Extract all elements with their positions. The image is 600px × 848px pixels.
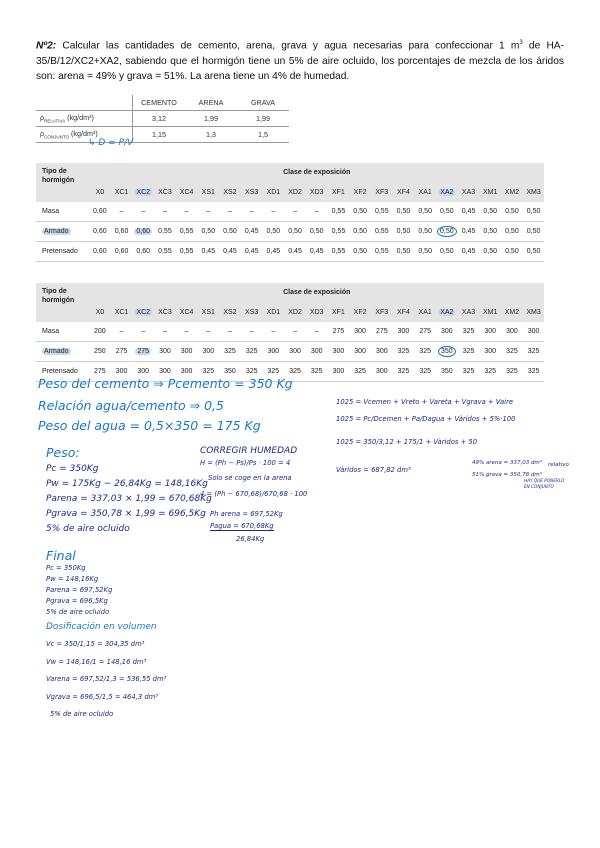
table-cell: 0,50 xyxy=(479,222,501,242)
corr-eq: 4 = (Ph − 670,68)/670,68 · 100 xyxy=(200,490,308,498)
table-cell: 0,45 xyxy=(219,242,241,262)
table-cell: 0,55 xyxy=(328,222,350,242)
table-cell: 325 xyxy=(197,362,219,382)
table-cell: 350 xyxy=(436,342,458,362)
table-cell: 325 xyxy=(219,342,241,362)
final-pc: Pc = 350Kg xyxy=(46,564,86,572)
table-cell: 300 xyxy=(176,362,198,382)
table-cell: – xyxy=(111,322,133,342)
table-cell: – xyxy=(111,202,133,222)
exposure-class-header: XM1 xyxy=(479,302,501,322)
table-cell: 0,50 xyxy=(479,202,501,222)
exposure-class-header: XC3 xyxy=(154,182,176,202)
table-cell: 0,50 xyxy=(523,242,545,262)
table-cell: 0,50 xyxy=(263,222,285,242)
table-cell: 0,55 xyxy=(176,222,198,242)
table-cell: 0,50 xyxy=(414,202,436,222)
exposure-class-header: X0 xyxy=(89,182,111,202)
table-cell: – xyxy=(132,202,154,222)
table-cell: 325 xyxy=(241,342,263,362)
final-title: Final xyxy=(46,548,76,563)
exposure-class-header: XF1 xyxy=(328,182,350,202)
table-cell: 325 xyxy=(284,362,306,382)
problem-text: Calcular las cantidades de cemento, arena, grava y agua necesarias para confeccionar 1 m xyxy=(62,40,520,52)
density-header: GRAVA xyxy=(237,95,289,111)
exposure-class-header: XC3 xyxy=(154,302,176,322)
table-cell: 325 xyxy=(306,362,328,382)
table-cell: 300 xyxy=(371,342,393,362)
cement-content-table xyxy=(36,283,544,382)
table-cell: 300 xyxy=(349,342,371,362)
exposure-class-header: XS2 xyxy=(219,302,241,322)
final-aire: 5% de aire ocluido xyxy=(46,608,110,616)
final-pw: Pw = 148,16Kg xyxy=(46,575,99,583)
table-cell: 0,50 xyxy=(393,222,415,242)
exposure-class-header: XM3 xyxy=(523,182,545,202)
table-cell: 0,50 xyxy=(349,202,371,222)
table-cell: 0,55 xyxy=(328,242,350,262)
row-label: Pretensado xyxy=(36,362,89,382)
table-cell: 275 xyxy=(111,342,133,362)
table-cell: 0,50 xyxy=(501,242,523,262)
exposure-class-header: X0 xyxy=(89,302,111,322)
exposure-class-header: XC4 xyxy=(176,182,198,202)
exposure-class-header: XF2 xyxy=(349,182,371,202)
tipo-header: Tipo de hormigón xyxy=(36,163,89,202)
table-cell: 0,45 xyxy=(458,222,480,242)
table-cell: 0,45 xyxy=(458,242,480,262)
table-cell: 0,60 xyxy=(132,222,154,242)
relacion-note: Relación agua/cemento ⇒ 0,5 xyxy=(38,398,224,413)
exposure-class-header: XS3 xyxy=(241,182,263,202)
table-cell: 325 xyxy=(414,362,436,382)
dos-vw: Vw = 148,16/1 = 148,16 dm³ xyxy=(46,658,147,666)
exposure-class-header: XA2 xyxy=(436,302,458,322)
dos-vc: Vc = 350/1,15 = 304,35 dm³ xyxy=(46,640,145,648)
table-cell: 200 xyxy=(89,322,111,342)
table-cell: 325 xyxy=(458,362,480,382)
table-cell: 325 xyxy=(458,342,480,362)
exposure-class-header: XM2 xyxy=(501,302,523,322)
table-cell: 250 xyxy=(89,342,111,362)
exposure-class-header: XF3 xyxy=(371,182,393,202)
density-header: ARENA xyxy=(185,95,237,111)
density-header-row xyxy=(36,95,289,111)
table-cell: 300 xyxy=(132,362,154,382)
table-cell: – xyxy=(306,202,328,222)
exposure-class-header: XF2 xyxy=(349,302,371,322)
vol-grava: 51% grava = 350,78 dm³ xyxy=(472,472,542,478)
exposure-class-header: XM3 xyxy=(523,302,545,322)
table-cell: 300 xyxy=(328,362,350,382)
table-cell: 0,50 xyxy=(436,222,458,242)
table-cell: 0,50 xyxy=(197,222,219,242)
density-header: CEMENTO xyxy=(133,95,186,111)
vol-eq3: 1025 = 350/3,12 + 175/1 + Vàridos + 50 xyxy=(336,438,478,446)
exposure-class-header: XF4 xyxy=(393,302,415,322)
exposure-class-header: XF1 xyxy=(328,302,350,322)
table-cell: 325 xyxy=(523,342,545,362)
corr-solo: Solo se coge en la arena xyxy=(208,474,292,482)
final-pgrava: Pgrava = 696,5Kg xyxy=(46,597,108,605)
table-cell: – xyxy=(263,202,285,222)
table-cell: 0,50 xyxy=(219,222,241,242)
peso-parena: Parena = 337,03 × 1,99 = 670,68Kg xyxy=(46,494,212,504)
table-cell: 300 xyxy=(197,342,219,362)
table-cell: 300 xyxy=(479,322,501,342)
exposure-class-header: XS2 xyxy=(219,182,241,202)
table-cell: – xyxy=(176,202,198,222)
corr-title: CORREGIR HUMEDAD xyxy=(200,446,298,456)
table-cell: – xyxy=(241,322,263,342)
peso-agua-note: Peso del agua = 0,5×350 = 175 Kg xyxy=(38,418,261,433)
exposure-class-header: XC2 xyxy=(132,182,154,202)
table-cell: – xyxy=(284,202,306,222)
table-cell: 325 xyxy=(263,362,285,382)
density-table xyxy=(36,95,289,143)
table-cell: 0,45 xyxy=(241,222,263,242)
table-cell: 0,50 xyxy=(523,222,545,242)
table-cell: 0,50 xyxy=(284,222,306,242)
table-cell: 0,50 xyxy=(349,222,371,242)
corr-pagua: Pagua = 670,68Kg xyxy=(210,522,274,530)
table-cell: 0,45 xyxy=(241,242,263,262)
table-cell: 300 xyxy=(479,342,501,362)
table-cell: 275 xyxy=(371,322,393,342)
table-cell: 0,55 xyxy=(371,202,393,222)
table-cell: 0,60 xyxy=(89,222,111,242)
peso-cemento-note: Peso del cemento ⇒ Pcemento = 350 Kg xyxy=(38,376,293,391)
table-cell: 275 xyxy=(328,322,350,342)
table-cell: 350 xyxy=(436,362,458,382)
exposure-class-header: XD2 xyxy=(284,182,306,202)
table-cell: 325 xyxy=(241,362,263,382)
peso-pw: Pw = 175Kg − 26,84Kg = 148,16Kg xyxy=(46,479,208,489)
table-cell: 0,60 xyxy=(89,242,111,262)
table-cell: 0,50 xyxy=(523,202,545,222)
clase-header: Clase de exposición xyxy=(89,163,544,182)
table-cell: – xyxy=(306,322,328,342)
tipo-header: Tipo de hormigón xyxy=(36,283,89,322)
problem-text-cont: de HA-35/B/12/XC2+XA2, sabiendo que el hormigón tiene un 5% de aire ocluido, los porcentajes de mezcla de los áridos son: arena = 49% y grava = 51%. La arena tiene un 4% de humedad. xyxy=(36,40,564,83)
table-cell: 0,45 xyxy=(197,242,219,262)
peso-aire: 5% de aire ocluido xyxy=(46,524,130,534)
table-cell: 0,50 xyxy=(393,242,415,262)
table-row xyxy=(36,342,544,362)
table-cell: 0,50 xyxy=(436,242,458,262)
table-cell: 325 xyxy=(458,322,480,342)
table-cell: 0,45 xyxy=(306,242,328,262)
exposure-class-header: XS1 xyxy=(197,182,219,202)
table-cell: 300 xyxy=(111,362,133,382)
exposure-class-header: XC1 xyxy=(111,302,133,322)
problem-statement xyxy=(36,36,564,85)
table-cell: 0,55 xyxy=(154,222,176,242)
vol-hay: HAY QUE PONERLO EN CONJUNTO xyxy=(524,478,565,489)
table-cell: 0,45 xyxy=(284,242,306,262)
dos-varena: Varena = 697,52/1,3 = 536,55 dm³ xyxy=(46,675,167,683)
exposure-class-header: XA1 xyxy=(414,302,436,322)
table-cell: 0,50 xyxy=(414,222,436,242)
table-cell: 0,55 xyxy=(176,242,198,262)
dos-vgrava: Vgrava = 696,5/1,5 = 464,3 dm³ xyxy=(46,693,158,701)
exposure-class-header: XC4 xyxy=(176,302,198,322)
table-cell: 0,50 xyxy=(393,202,415,222)
row-label: Masa xyxy=(36,322,89,342)
table-cell: – xyxy=(197,322,219,342)
vol-eq1: 1025 = Vcemen + Vreto + Vareta + Vgrava + Vaire xyxy=(336,398,514,406)
table-cell: 0,60 xyxy=(111,242,133,262)
table-cell: – xyxy=(132,322,154,342)
table-cell: 275 xyxy=(89,362,111,382)
exposure-class-header: XM2 xyxy=(501,182,523,202)
exposure-class-header: XD3 xyxy=(306,302,328,322)
table-cell: – xyxy=(284,322,306,342)
table-cell: 300 xyxy=(284,342,306,362)
table-cell: 0,60 xyxy=(89,202,111,222)
table-cell: 0,50 xyxy=(436,202,458,222)
table-cell: 0,50 xyxy=(479,242,501,262)
row-label: Armado xyxy=(36,342,89,362)
exposure-class-header: XF3 xyxy=(371,302,393,322)
table-cell: 300 xyxy=(154,362,176,382)
table-cell: 350 xyxy=(219,362,241,382)
vol-relativo: relativo xyxy=(548,462,569,468)
table-cell: 0,60 xyxy=(111,222,133,242)
exposure-class-header: XC2 xyxy=(132,302,154,322)
corr-formula: H = (Ph − Ps)/Ps · 100 = 4 xyxy=(200,459,291,467)
cubic-sup: 3 xyxy=(519,40,523,46)
table-cell: 325 xyxy=(393,362,415,382)
table-cell: 0,60 xyxy=(132,242,154,262)
peso-title: Peso: xyxy=(46,445,80,460)
table-cell: 300 xyxy=(306,342,328,362)
final-parena: Parena = 697,52Kg xyxy=(46,586,113,594)
table-cell: – xyxy=(154,322,176,342)
table-cell: 300 xyxy=(263,342,285,362)
table-cell: 0,45 xyxy=(458,202,480,222)
table-cell: – xyxy=(219,202,241,222)
density-row-conjunto: $\rho_{CONJUNTO}$ (kg/dm³) 1,15 1,3 1,5 xyxy=(36,127,289,143)
problem-number: Nº2: xyxy=(36,40,57,52)
table-cell: 300 xyxy=(154,342,176,362)
table-cell: 325 xyxy=(349,362,371,382)
table-cell: – xyxy=(197,202,219,222)
density-note: ↳ D = P/V xyxy=(88,138,134,148)
table-cell: 325 xyxy=(479,362,501,382)
density-row-relativa: $\rho_{RELATIVA}$ (kg/dm³) 3,12 1,99 1,99 xyxy=(36,111,289,127)
wc-ratio-table xyxy=(36,163,544,262)
table-cell: 275 xyxy=(132,342,154,362)
table-cell: 0,50 xyxy=(501,202,523,222)
exposure-class-header: XA3 xyxy=(458,182,480,202)
row-label: Armado xyxy=(36,222,89,242)
table-cell: 325 xyxy=(501,342,523,362)
peso-pgrava: Pgrava = 350,78 × 1,99 = 696,5Kg xyxy=(46,509,206,519)
exposure-class-header: XS1 xyxy=(197,302,219,322)
table-cell: 325 xyxy=(393,342,415,362)
table-cell: 0,55 xyxy=(371,242,393,262)
table-cell: 300 xyxy=(349,322,371,342)
exposure-class-header: XF4 xyxy=(393,182,415,202)
table-cell: 0,50 xyxy=(414,242,436,262)
row-label: Masa xyxy=(36,202,89,222)
dos-title: Dosificación en volumen xyxy=(46,622,157,632)
exposure-class-header: XA3 xyxy=(458,302,480,322)
row-label: Pretensado xyxy=(36,242,89,262)
table-cell: 0,55 xyxy=(154,242,176,262)
table-cell: 325 xyxy=(501,362,523,382)
table-cell: – xyxy=(176,322,198,342)
table-cell: 325 xyxy=(414,342,436,362)
corr-result: 26,84Kg xyxy=(236,535,265,543)
exposure-class-header: XD2 xyxy=(284,302,306,322)
dos-aire: 5% de aire ocluido xyxy=(50,710,114,718)
table-cell: 275 xyxy=(414,322,436,342)
table-row xyxy=(36,242,544,262)
table-cell: 300 xyxy=(523,322,545,342)
table-row xyxy=(36,322,544,342)
table-cell: 300 xyxy=(176,342,198,362)
table-cell: 0,45 xyxy=(263,242,285,262)
table-cell: 300 xyxy=(501,322,523,342)
table-cell: – xyxy=(263,322,285,342)
exposure-class-header: XD3 xyxy=(306,182,328,202)
exposure-class-header: XA2 xyxy=(436,182,458,202)
exposure-class-header: XM1 xyxy=(479,182,501,202)
table-cell: – xyxy=(154,202,176,222)
table-cell: 300 xyxy=(328,342,350,362)
table-cell: 0,55 xyxy=(328,202,350,222)
table-cell: 0,50 xyxy=(349,242,371,262)
corr-ph: Ph arena = 697,52Kg xyxy=(210,510,283,518)
vol-arena: 49% arena = 337,03 dm³ xyxy=(472,460,542,466)
exposure-class-header: XD1 xyxy=(263,182,285,202)
exposure-class-header: XS3 xyxy=(241,302,263,322)
exposure-class-header: XA1 xyxy=(414,182,436,202)
peso-pc: Pc = 350Kg xyxy=(46,464,99,474)
table-cell: 0,50 xyxy=(306,222,328,242)
table-cell: 300 xyxy=(393,322,415,342)
table-cell: 300 xyxy=(436,322,458,342)
clase-header: Clase de exposición xyxy=(89,283,544,302)
table-cell: 0,50 xyxy=(501,222,523,242)
exposure-class-header: XC1 xyxy=(111,182,133,202)
table-cell: 300 xyxy=(371,362,393,382)
table-row xyxy=(36,222,544,242)
vol-aridos: Vàridos = 687,82 dm³ xyxy=(336,466,411,474)
table-cell: 325 xyxy=(523,362,545,382)
vol-eq2: 1025 = Pc/Dcemen + Pa/Dagua + Vàridos + 5%·100 xyxy=(336,415,516,423)
table-cell: 0,55 xyxy=(371,222,393,242)
exposure-class-header: XD1 xyxy=(263,302,285,322)
table-cell: – xyxy=(241,202,263,222)
table-cell: – xyxy=(219,322,241,342)
table-row xyxy=(36,202,544,222)
